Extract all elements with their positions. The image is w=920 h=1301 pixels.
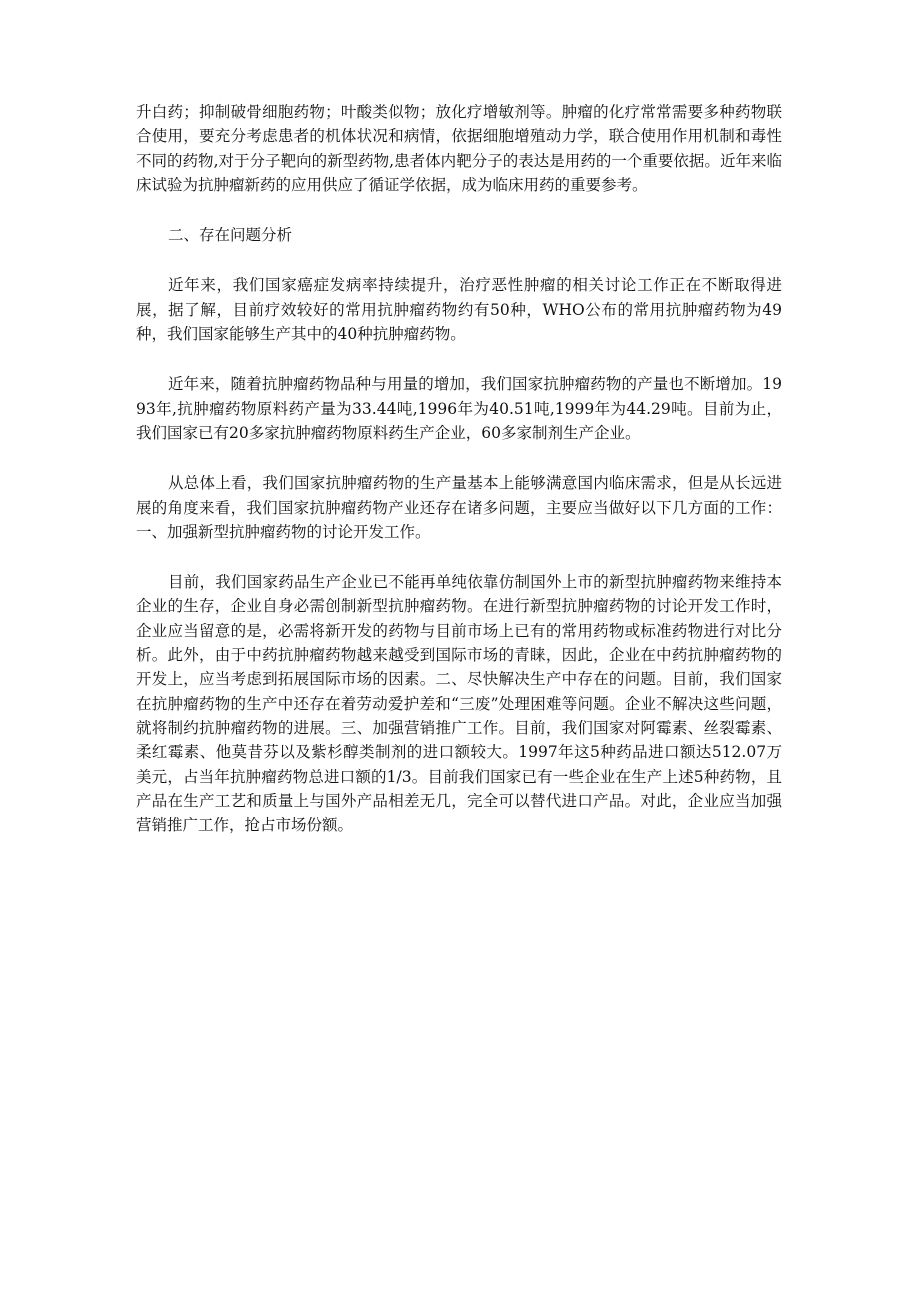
paragraph-production: 近年来，随着抗肿瘤药物品种与用量的增加，我们国家抗肿瘤药物的产量也不断增加。1993年,抗肿瘤药物原料药产量为33.44吨,1996年为40.51吨,1999年为44.29吨。目前为止，我们国家已有20多家抗肿瘤药物原料药生产企业，60多家制剂生产企业。 — [136, 375, 782, 442]
paragraph-incidence: 近年来，我们国家癌症发病率持续提升，治疗恶性肿瘤的相关讨论工作正在不断取得进展，据了解，目前疗效较好的常用抗肿瘤药物约有50种，WHO公布的常用抗肿瘤药物为49种，我们国家能够生产其中的40种抗肿瘤药物。 — [136, 276, 782, 344]
document-page — [136, 100, 782, 863]
paragraph-continuation: 升白药；抑制破骨细胞药物；叶酸类似物；放化疗增敏剂等。肿瘤的化疗常常需要多种药物联合使用，要充分考虑患者的机体状况和病情，依据细胞增殖动力学，联合使用作用机制和毒性不同的药物,对于分子靶向的新型药物,患者体内靶分子的表达是用药的一个重要依据。近年来临床试验为抗肿瘤新药的应用供应了循证学依据，成为临床用药的重要参考。 — [136, 103, 782, 194]
paragraph-overview: 从总体上看，我们国家抗肿瘤药物的生产量基本上能够满意国内临床需求，但是从长远进展的角度来看，我们国家抗肿瘤药物产业还存在诸多问题，主要应当做好以下几方面的工作：一、加强新型抗肿瘤药物的讨论开发工作。 — [136, 474, 782, 541]
paragraph-recommendations: 目前，我们国家药品生产企业已不能再单纯依靠仿制国外上市的新型抗肿瘤药物来维持本企业的生存，企业自身必需创制新型抗肿瘤药物。在进行新型抗肿瘤药物的讨论开发工作时，企业应当留意的是，必需将新开发的药物与目前市场上已有的常用药物或标准药物进行对比分析。此外，由于中药抗肿瘤药物越来越受到国际市场的青睐，因此，企业在中药抗肿瘤药物的开发上，应当考虑到拓展国际市场的因素。二、尽快解决生产中存在的问题。目前，我们国家在抗肿瘤药物的生产中还存在着劳动爱护差和“三废”处理困难等问题。企业不解决这些问题，就将制约抗肿瘤药物的进展。三、加强营销推广工作。目前，我们国家对阿霉素、丝裂霉素、柔红霉素、他莫昔芬以及紫杉醇类制剂的进口额较大。1997年这5种药品进口额达512.07万美元，占当年抗肿瘤药物总进口额的1/3。目前我们国家已有一些企业在生产上述5种药物，且产品在生产工艺和质量上与国外产品相差无几，完全可以替代进口产品。对此，企业应当加强营销推广工作，抢占市场份额。 — [136, 573, 782, 835]
section-heading: 二、存在问题分析 — [168, 226, 293, 245]
